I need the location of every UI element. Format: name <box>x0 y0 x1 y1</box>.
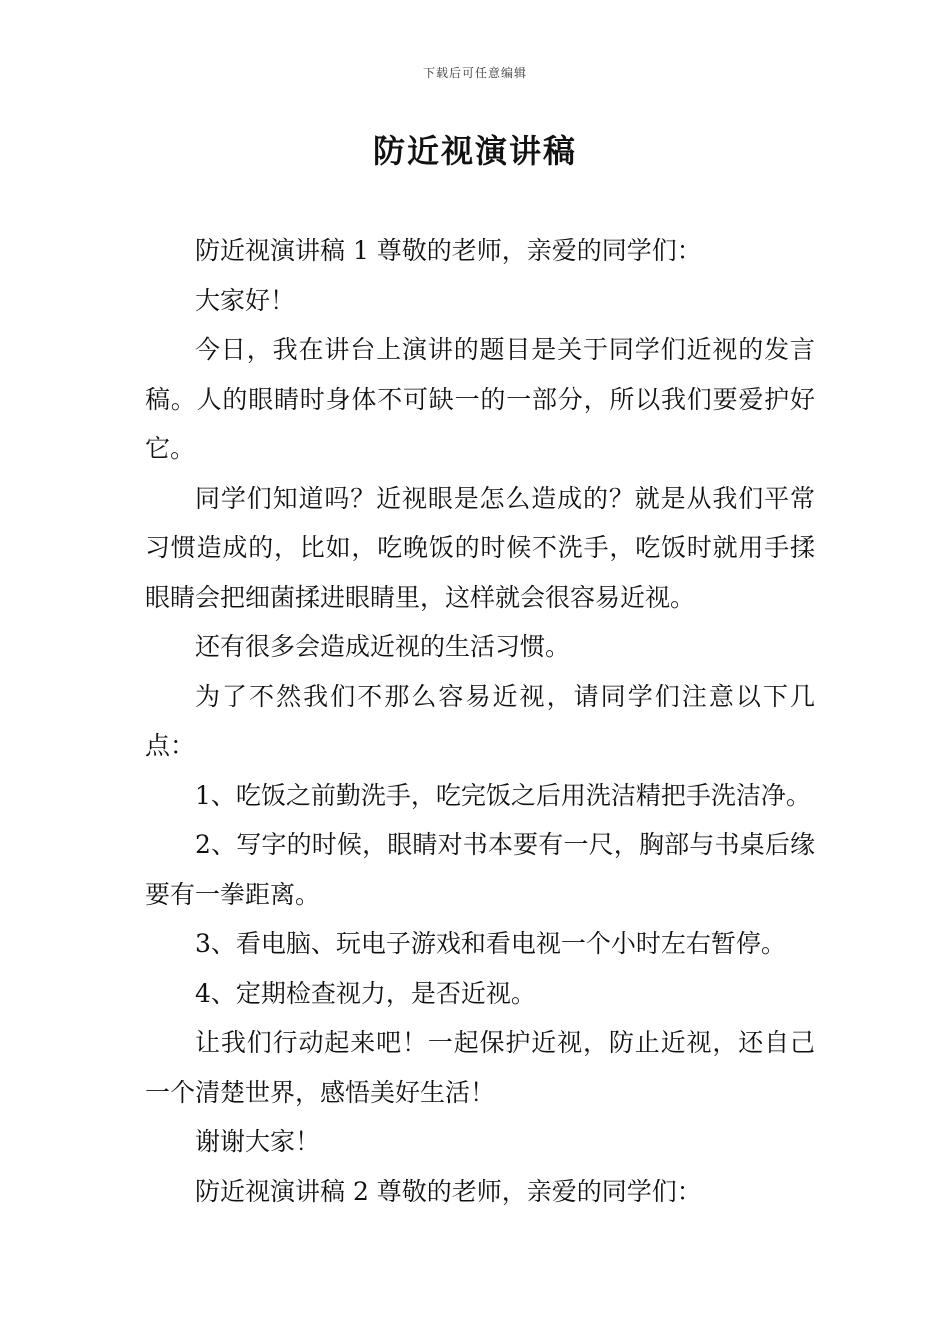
document-title: 防近视演讲稿 <box>372 132 577 170</box>
paragraph-4: 同学们知道吗？近视眼是怎么造成的？就是从我们平常习惯造成的，比如，吃晚饭的时候不洗手，吃饭时就用手揉眼睛会把细菌揉进眼睛里，这样就会很容易近视。 <box>145 483 815 612</box>
paragraph-1: 防近视演讲稿 1 尊敬的老师，亲爱的同学们： <box>195 236 702 265</box>
paragraph-5: 还有很多会造成近视的生活习惯。 <box>195 632 571 661</box>
document-body <box>145 226 815 1216</box>
paragraph-11: 让我们行动起来吧！一起保护近视，防止近视，还自己一个清楚世界，感悟美好生活！ <box>145 1028 815 1107</box>
paragraph-7: 1、吃饭之前勤洗手，吃完饭之后用洗洁精把手洗洁净。 <box>195 780 811 810</box>
paragraph-10: 4、定期检查视力，是否近视。 <box>195 978 536 1008</box>
paragraph-6: 为了不然我们不那么容易近视，请同学们注意以下几点： <box>145 681 815 760</box>
paragraph-13: 防近视演讲稿 2 尊敬的老师，亲爱的同学们： <box>195 1176 702 1206</box>
paragraph-2: 大家好！ <box>195 285 296 315</box>
paragraph-8: 2、写字的时候，眼睛对书本要有一尺，胸部与书桌后缘要有一拳距离。 <box>145 830 815 909</box>
paragraph-12: 谢谢大家！ <box>195 1127 321 1156</box>
paragraph-3: 今日，我在讲台上演讲的题目是关于同学们近视的发言稿。人的眼睛时身体不可缺一的一部分，所以我们要爱护好它。 <box>145 335 815 463</box>
header-note: 下载后可任意编辑 <box>422 66 527 80</box>
paragraph-9: 3、看电脑、玩电子游戏和看电视一个小时左右暂停。 <box>195 929 786 958</box>
